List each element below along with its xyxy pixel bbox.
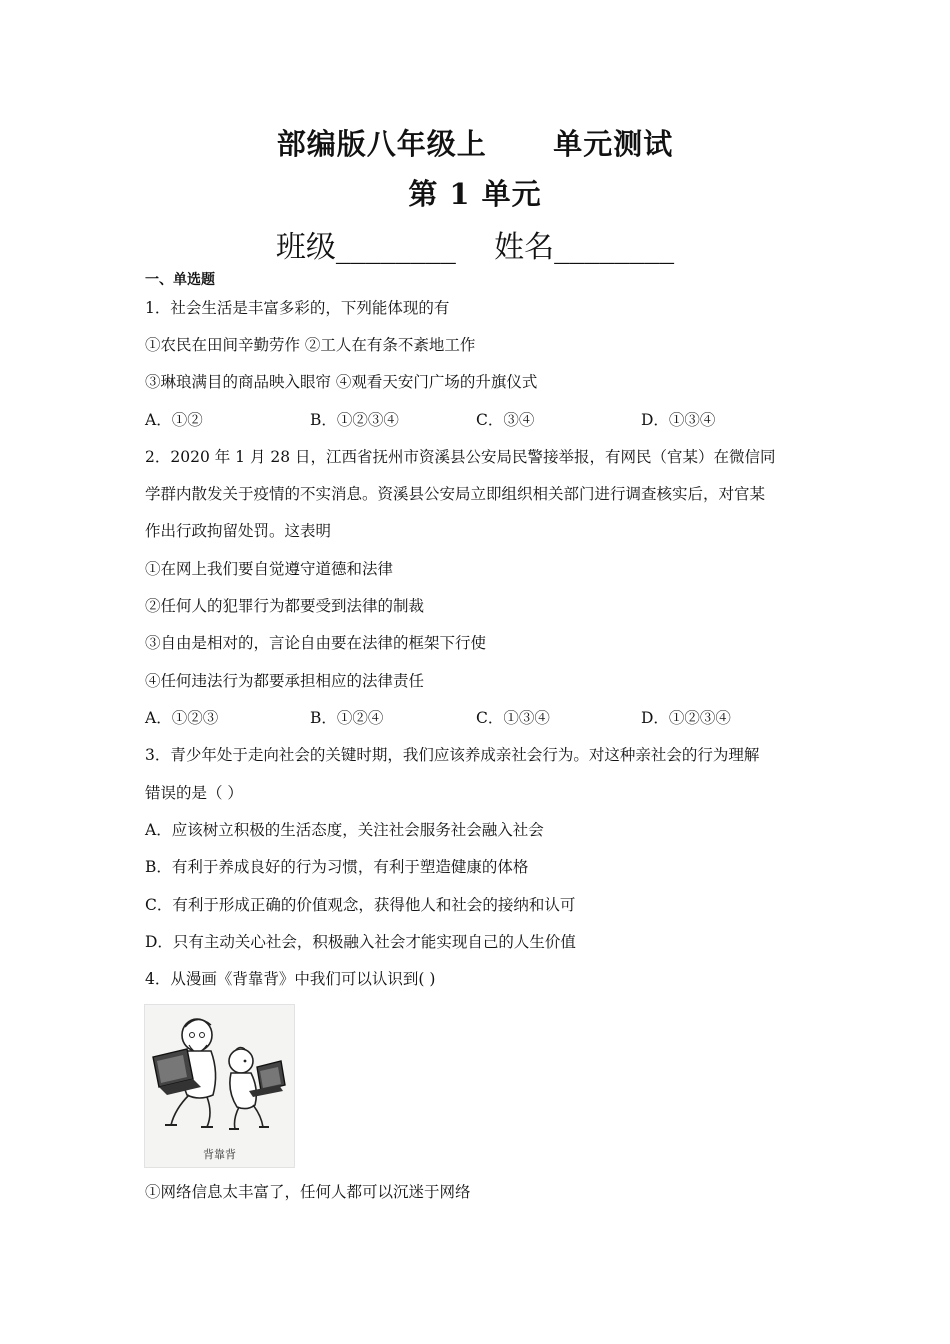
unit-title: 第 1 单元 xyxy=(408,177,542,211)
q4-stem: 4．从漫画《背靠背》中我们可以认识到( ) xyxy=(145,970,436,988)
student-fields: 班级________ 姓名________ xyxy=(275,230,675,265)
q3-stem-line: 错误的是（ ） xyxy=(145,784,243,802)
q2-stem-line: 学群内散发关于疫情的不实消息。资溪县公安局立即组织相关部门进行调查核实后，对官某 xyxy=(145,485,766,503)
q3-option-b: B．有利于养成良好的行为习惯，有利于塑造健康的体格 xyxy=(145,858,529,876)
q3-stem-line: 3．青少年处于走向社会的关键时期，我们应该养成亲社会行为。对这种亲社会的行为理解 xyxy=(145,746,760,764)
q3-option-c: C．有利于形成正确的价值观念，获得他人和社会的接纳和认可 xyxy=(145,896,576,914)
cartoon-back-to-back xyxy=(144,1004,295,1168)
q1-option-b: B．①②③④ xyxy=(310,411,399,429)
q2-item: ③自由是相对的，言论自由要在法律的框架下行使 xyxy=(145,634,487,652)
q2-option-a: A．①②③ xyxy=(145,709,219,727)
q1-option-a: A．①② xyxy=(145,411,203,429)
q2-stem-line: 作出行政拘留处罚。这表明 xyxy=(145,522,332,540)
cartoon-caption: 背靠背 xyxy=(203,1148,236,1161)
q2-stem-line: 2．2020 年 1 月 28 日，江西省抚州市资溪县公安局民警接举报，有网民（官某）在微信同 xyxy=(145,448,776,466)
q1-stem: 1．社会生活是丰富多彩的，下列能体现的有 xyxy=(145,299,450,317)
q2-item: ②任何人的犯罪行为都要受到法律的制裁 xyxy=(145,597,425,615)
q2-item: ④任何违法行为都要承担相应的法律责任 xyxy=(145,672,425,690)
q4-item: ①网络信息太丰富了，任何人都可以沉迷于网络 xyxy=(145,1183,471,1201)
page-title: 部编版八年级上 单元测试 xyxy=(276,127,674,161)
q1-item: ③琳琅满目的商品映入眼帘 ④观看天安门广场的升旗仪式 xyxy=(145,373,538,391)
cartoon-illustration xyxy=(145,1005,294,1145)
q1-option-c: C．③④ xyxy=(476,411,535,429)
q2-item: ①在网上我们要自觉遵守道德和法律 xyxy=(145,560,394,578)
q1-item: ①农民在田间辛勤劳作 ②工人在有条不紊地工作 xyxy=(145,336,476,354)
q3-option-d: D．只有主动关心社会，积极融入社会才能实现自己的人生价值 xyxy=(145,933,576,951)
q1-option-d: D．①③④ xyxy=(641,411,716,429)
q3-option-a: A．应该树立积极的生活态度，关注社会服务社会融入社会 xyxy=(145,821,544,839)
section-heading: 一、单选题 xyxy=(145,272,215,288)
q2-option-c: C．①③④ xyxy=(476,709,550,727)
q2-option-d: D．①②③④ xyxy=(641,709,731,727)
q2-option-b: B．①②④ xyxy=(310,709,384,727)
